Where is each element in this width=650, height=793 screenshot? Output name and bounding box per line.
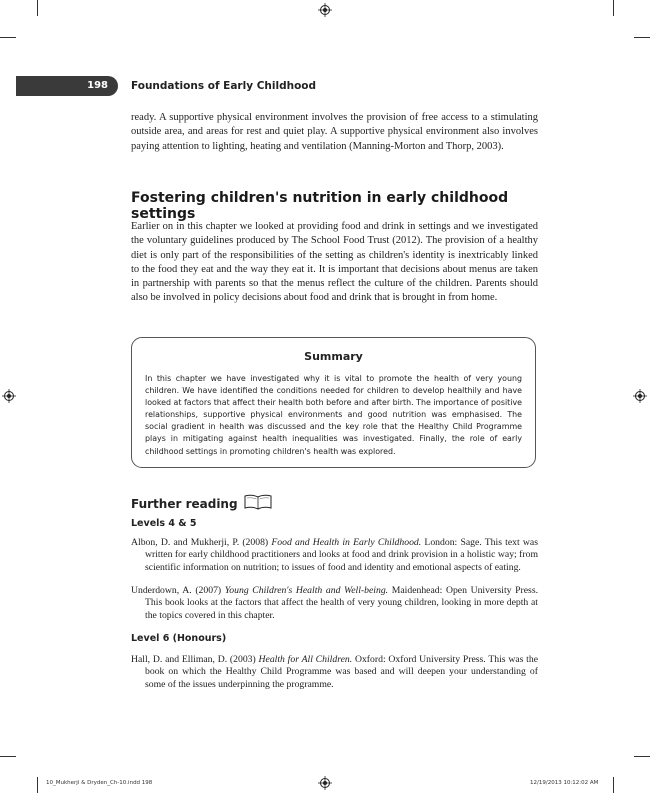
further-reading-label: Further reading <box>131 497 238 511</box>
file-slug: 10_Mukherji & Dryden_Ch-10.indd 198 <box>46 780 153 786</box>
timestamp-slug: 12/19/2013 10:12:02 AM <box>530 780 599 786</box>
registration-mark-icon <box>633 389 647 403</box>
summary-title: Summary <box>304 350 363 363</box>
crop-mark <box>0 756 16 757</box>
crop-mark <box>613 777 614 793</box>
levels-4-5-subheading: Levels 4 & 5 <box>131 518 197 529</box>
section-heading: Fostering children's nutrition in early childhood settings <box>131 190 509 222</box>
intro-paragraph: ready. A supportive physical environment involves the provision of free access to a stimulating outside area, and areas for rest and quiet play. A supportive physical environment also involves paying attention to lighting, heating and ventilation (Manning-Morton and Thorp, 2003). <box>131 112 538 152</box>
further-reading-heading <box>131 494 272 511</box>
crop-mark <box>613 0 614 16</box>
crop-mark <box>37 0 38 16</box>
reference-authors: Hall, D. and Elliman, D. (2003) <box>131 654 259 665</box>
summary-text: In this chapter we have investigated why it is vital to promote the health of very young children. We have identified the conditions needed for children to develop healthily and have looked at factors that affect their health both before and after birth. The importance of positive relationships, supportive physical environments and good nutrition was emphasised. The social gradient in health was discussed and the key role that the Healthy Child Programme plays in mitigating against health inequalities was investigated. Finally, the role of early childhood settings in promoting children's health was explored. <box>145 374 522 456</box>
registration-mark-icon <box>318 3 332 17</box>
reference-item <box>131 537 538 574</box>
reference-title: Food and Health in Early Childhood. <box>271 537 422 548</box>
crop-mark <box>37 777 38 793</box>
registration-mark-icon <box>2 389 16 403</box>
nutrition-paragraph: Earlier on in this chapter we looked at providing food and drink in settings and we investigated the voluntary guidelines produced by The School Food Trust (2012). The provision of a healthy diet is only part of the responsibilities of the setting as children's identity is inextricably linked to the food they eat and the way they eat it. It is important that decisions about menus are taken in partnership with parents so that the menus reflect the culture of the children. Parents should also be involved in policy decisions about food and drink that is brought in from home. <box>131 221 538 304</box>
reference-description: Maidenhead: Open University Press. This book looks at the factors that affect the health of very young children, looking in more depth at the topics covered in this chapter. <box>145 585 539 621</box>
reference-authors: Underdown, A. (2007) <box>131 585 225 596</box>
summary-box <box>131 337 536 468</box>
reference-title: Health for All Children. <box>258 654 353 665</box>
reference-item <box>131 654 538 691</box>
reference-authors: Albon, D. and Mukherji, P. (2008) <box>131 537 272 548</box>
crop-mark <box>0 37 16 38</box>
crop-mark <box>634 756 650 757</box>
reference-item <box>131 585 538 622</box>
level-6-subheading: Level 6 (Honours) <box>131 633 227 644</box>
reference-description: Oxford: Oxford University Press. This was the book on which the Healthy Child Programme was based and will deepen your understanding of some of the issues underpinning the programme. <box>145 654 539 690</box>
reference-description: London: Sage. This text was written for early childhood practitioners and looks at food and drink provision in a holistic way; from scientific information on nutrition; to issues of food and identity and emotional aspects of eating. <box>145 537 538 573</box>
open-book-icon <box>244 494 272 510</box>
reference-title: Young Children's Health and Well-being. <box>224 585 389 596</box>
page-number: 198 <box>16 76 118 96</box>
registration-mark-icon <box>318 776 332 790</box>
crop-mark <box>634 37 650 38</box>
running-head: Foundations of Early Childhood <box>131 80 317 92</box>
